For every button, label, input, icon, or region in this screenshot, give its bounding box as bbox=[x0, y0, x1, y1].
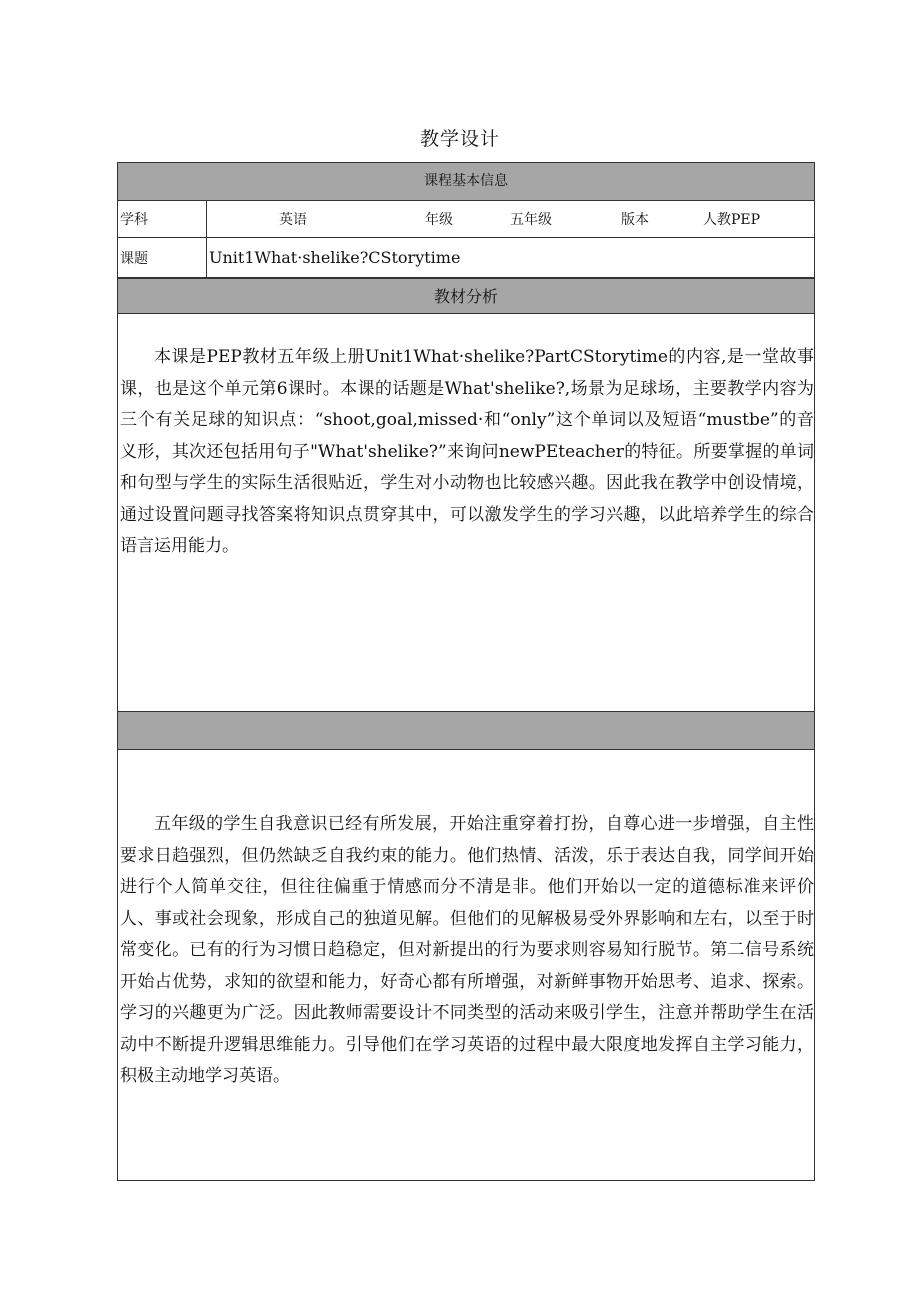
subject-row bbox=[118, 201, 814, 238]
grade-label: 年级 bbox=[425, 212, 453, 228]
student-analysis-header bbox=[118, 712, 814, 750]
material-analysis-text: 本课是PEP教材五年级上册Unit1What·shelike?PartCStorytime的内容,是一堂故事课，也是这个单元第6课时。本课的话题是What'shelike?,场景为足球场，主要教学内容为三个有关足球的知识点：“shoot,goal,missed·和“only”这个单词以及短语“mustbe”的音义形，其次还包括用句子"What'shelike?”来询问newPEteacher的特征。所要掌握的单词和句型与学生的实际生活很贴近，学生对小动物也比较感兴趣。因此我在教学中创设情境，通过设置问题寻找答案将知识点贯穿其中，可以激发学生的学习兴趣，以此培养学生的综合语言运用能力。 bbox=[120, 347, 814, 556]
basic-info-header: 课程基本信息 bbox=[118, 163, 814, 201]
topic-label: 课题 bbox=[118, 238, 207, 277]
grade-value: 五年级 bbox=[510, 212, 552, 228]
edition-label: 版本 bbox=[621, 212, 649, 228]
subject-label: 学科 bbox=[118, 201, 207, 237]
material-analysis-section bbox=[118, 314, 814, 712]
topic-row bbox=[118, 238, 814, 278]
edition-value: 人教PEP bbox=[703, 212, 761, 228]
subject-value: 英语 bbox=[279, 212, 307, 228]
material-analysis-header: 教材分析 bbox=[118, 278, 814, 314]
lesson-plan-table bbox=[117, 162, 815, 1181]
student-analysis-section bbox=[118, 750, 814, 1180]
topic-value: Unit1What·shelike?CStorytime bbox=[209, 248, 461, 267]
student-analysis-text: 五年级的学生自我意识已经有所发展，开始注重穿着打扮，自尊心进一步增强，自主性要求日趋强烈，但仍然缺乏自我约束的能力。他们热情、活泼，乐于表达自我，同学间开始进行个人简单交往，但往往偏重于情感而分不清是非。他们开始以一定的道德标准来评价人、事或社会现象，形成自己的独道见解。但他们的见解极易受外界影响和左右，以至于时常变化。已有的行为习惯日趋稳定，但对新提出的行为要求则容易知行脱节。第二信号系统开始占优势，求知的欲望和能力，好奇心都有所增强，对新鲜事物开始思考、追求、探索。学习的兴趣更为广泛。因此教师需要设计不同类型的活动来吸引学生，注意并帮助学生在活动中不断提升逻辑思维能力。引导他们在学习英语的过程中最大限度地发挥自主学习能力，积极主动地学习英语。 bbox=[120, 814, 814, 1086]
document-title: 教学设计 bbox=[419, 128, 500, 150]
